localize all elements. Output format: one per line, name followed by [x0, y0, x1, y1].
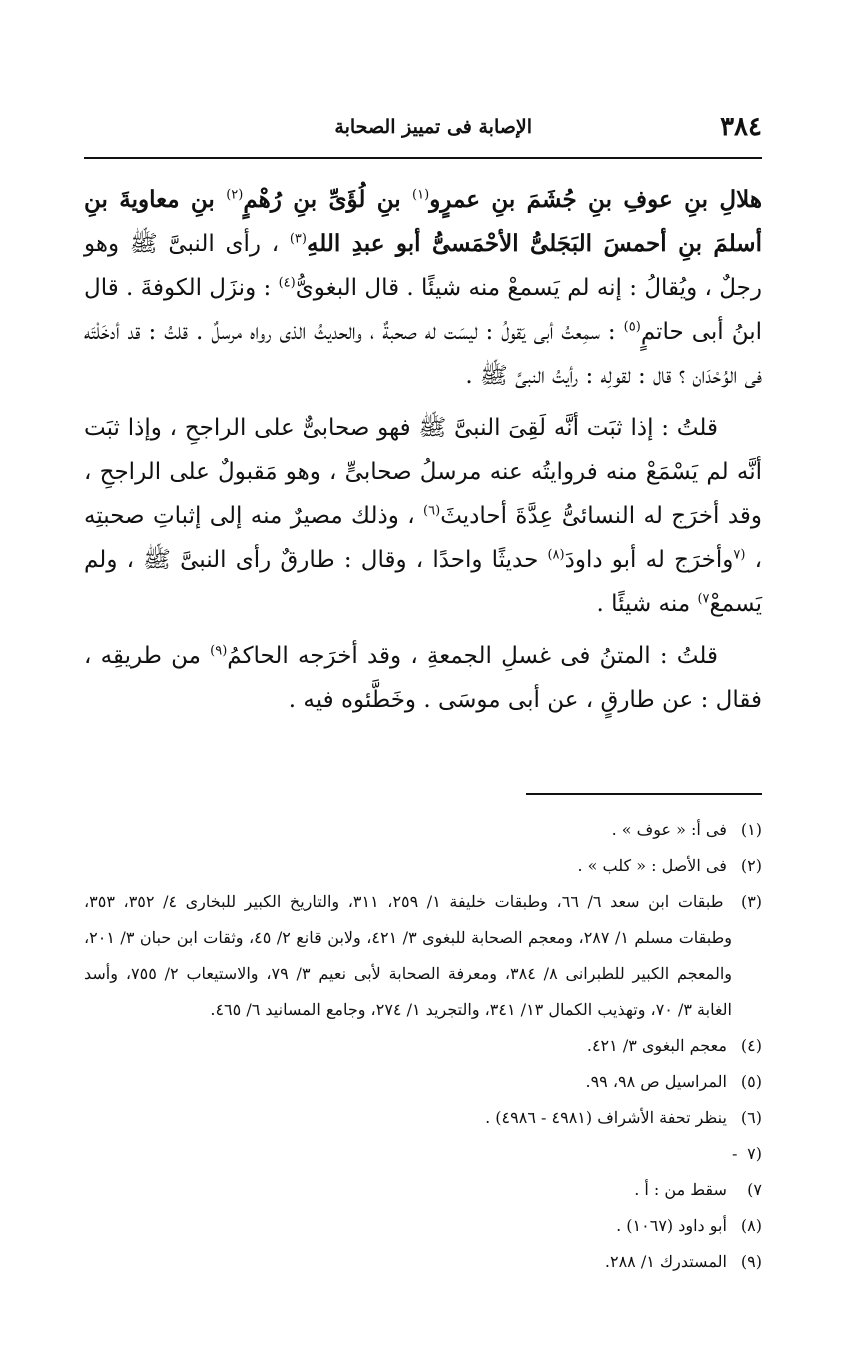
- footnote-text: معجم البغوى ٣/ ٤٢١.: [586, 1036, 727, 1055]
- footnote: [84, 1028, 762, 1064]
- footnote-ref-8: (٨): [547, 547, 565, 563]
- footnote-text: سقط من : أ .: [634, 1180, 727, 1199]
- paragraph-text: من طريقِه ، فقال : عن طارقٍ ، عن أبى موسَى . وخَطَّئوه فيه .: [84, 643, 762, 713]
- footnote-ref-2: (٢): [226, 187, 244, 203]
- paragraph-text: قلتُ : إذا ثبَت أنَّه لَقِىَ النبىَّ ﷺ فهو صحابىٌّ على الراجحِ ، وإذا ثبَت أنَّه لم يَسْمَعْ منه فروايتُه عنه مرسلُ صحابىٍّ ، وهو مَقبولٌ على الراجحِ ، وقد أخرَج له النسائىُّ عِدَّةَ أحاديثَ: [84, 415, 762, 529]
- footnote-ref-6: (٦): [423, 503, 441, 519]
- footnote-number: (٨): [740, 1216, 762, 1235]
- footnote-number: (٩): [740, 1252, 762, 1271]
- paragraph-text: : ونزَل الكوفةَ . قال ابنُ أبى حاتمٍ: [84, 275, 762, 345]
- paragraph-text: حديثًا واحدًا ، وقال : طارقٌ رأى النبىَّ ﷺ ، ولم يَسمعْ: [84, 547, 762, 617]
- footnote-number: (٥): [740, 1072, 762, 1091]
- footnote-ref-7-start: (٧: [733, 547, 746, 563]
- entry-name-part3: بنِ معاويةَ بنِ أسلمَ بنِ أحمسَ البَجَلىُّ الأحْمَسىُّ أبو عبدِ اللهِ: [84, 186, 762, 257]
- footnote-number: (١): [740, 820, 762, 839]
- footnote: [84, 1208, 762, 1244]
- header-rule: [84, 157, 762, 159]
- footnote-ref-1: (١): [412, 187, 430, 203]
- footnote-text: فى أ: « عوف » .: [611, 820, 727, 839]
- page-number: ٣٨٤: [720, 112, 762, 142]
- footnote-text: طبقات ابن سعد ٦/ ٦٦، وطبقات خليفة ١/ ٢٥٩، ٣١١، والتاريخ الكبير للبخارى ٤/ ٣٥٢، ٣٥٣، وطبقات مسلم ١/ ٢٨٧، ومعجم الصحابة للبغوى ٣/ ٤٢١، ولابن قانع ٢/ ٤٥، وثقات ابن حبان ٣/ ٢٠١، والمعجم الكبير للطبرانى ٨/ ٣٨٤، ومعرفة الصحابة لأبى نعيم ٣/ ٧٩، والاستيعاب ٢/ ٧٥٥، وأسد الغابة ٣/ ٧٠، وتهذيب الكمال ١٣/ ٣٤١، والتجريد ١/ ٢٧٤، وجامع المسانيد ٦/ ٤٦٥.: [84, 892, 733, 1019]
- footnote-number: (٧ - ٧): [732, 1144, 762, 1199]
- paragraph-comment-1: [84, 406, 762, 626]
- footnote-number: (٢): [740, 856, 762, 875]
- footnote: [84, 1244, 762, 1280]
- footnote: [84, 1064, 762, 1100]
- entry-name-part1: هلالِ بنِ عوفِ بنِ جُشَمَ بنِ عمرٍو: [429, 186, 762, 213]
- footnotes: [84, 812, 762, 1280]
- footnote-ref-5: (٥): [623, 319, 641, 335]
- paragraph-text: وأخرَج له أبو داودَ: [564, 547, 734, 573]
- page-header: [84, 112, 762, 148]
- footnote-text: ينظر تحفة الأشراف (٤٩٨١ - ٤٩٨٦) .: [485, 1108, 727, 1127]
- footnote: [84, 1100, 762, 1136]
- footnote-rule: [526, 793, 762, 795]
- footnote-text: المستدرك ١/ ٢٨٨.: [604, 1252, 727, 1271]
- footnote-number: (٦): [740, 1108, 762, 1127]
- footnote-text: فى الأصل : « كلب » .: [577, 856, 727, 875]
- footnote-number: (٣): [740, 892, 763, 911]
- paragraph-entry: [84, 178, 762, 398]
- footnote-ref-9: (٩): [210, 643, 228, 659]
- footnote: [84, 848, 762, 884]
- paragraph-text: منه شيئًا .: [596, 591, 698, 617]
- paragraph-text: ، وذلك مصيرٌ منه إلى إثباتِ صحبتِه ،: [84, 503, 763, 573]
- footnote-text: أبو داود (١٠٦٧) .: [616, 1216, 727, 1235]
- paragraph-comment-2: [84, 634, 762, 722]
- footnote-number: (٤): [740, 1036, 762, 1055]
- running-title: الإصابة فى تمييز الصحابة: [334, 116, 532, 138]
- paragraph-text: ، رأى النبىَّ ﷺ وهو رجلٌ ، ويُقالُ : إنه لم يَسمعْ منه شيئًا . قال البغوىُّ: [84, 231, 762, 301]
- footnote: [84, 812, 762, 848]
- paragraph-text: قلتُ : المتنُ فى غسلِ الجمعةِ ، وقد أخرَجه الحاكمُ: [227, 643, 718, 669]
- footnote-ref-4: (٤): [278, 275, 296, 291]
- footnote: [84, 884, 762, 1028]
- entry-name-part2: بنِ لُؤَىِّ بنِ رُهْمٍ: [243, 186, 413, 213]
- footnote-text: المراسيل ص ٩٨، ٩٩.: [585, 1072, 727, 1091]
- paragraph-text: : سمِعتُ أبى يَقولُ : ليسَت له صحبةٌ ، والحديثُ الذى رواه مرسلٌ . قلتُ : قد أدخَلْتَه فى الوُحْدَان ؟ قال : لقولِه : رأيتُ النبىَّ ﷺ .: [84, 319, 762, 389]
- main-text: [84, 178, 762, 730]
- footnote-ref-3: (٣): [289, 231, 307, 247]
- footnote-ref-7-end: ٧): [697, 591, 710, 607]
- footnote: [84, 1136, 762, 1208]
